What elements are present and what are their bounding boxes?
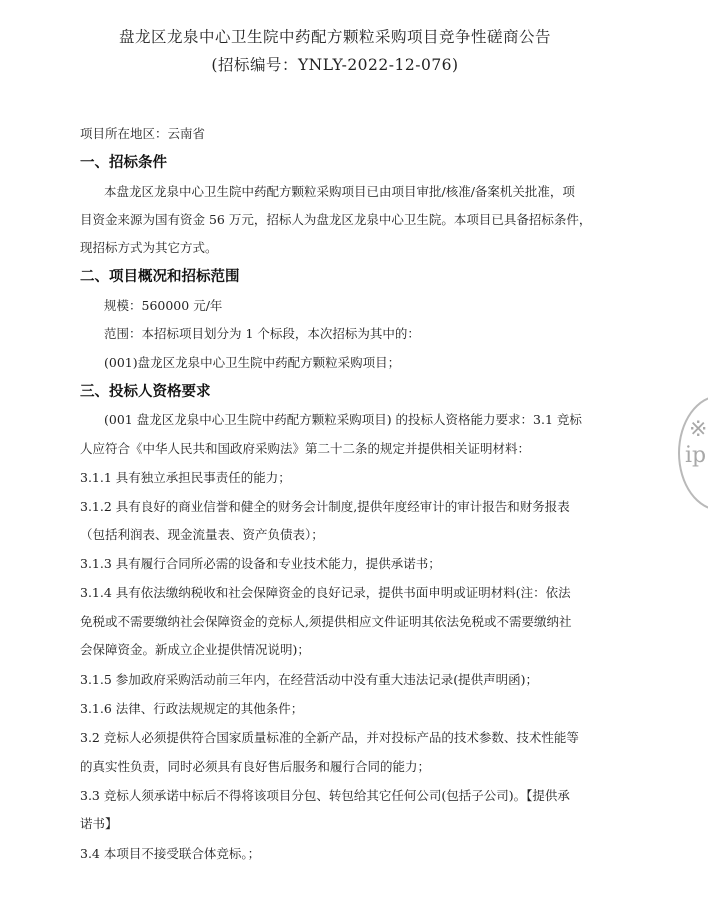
paragraph-line: 本盘龙区龙泉中心卫生院中药配方颗粒采购项目已由项目审批/核准/备案机关批准，项: [104, 184, 575, 199]
paragraph-line: 3.1.2 具有良好的商业信誉和健全的财务会计制度,提供年度经审计的审计报告和财务报表: [80, 499, 570, 514]
partial-stamp: [678, 395, 708, 511]
paragraph-line: 范围：本招标项目划分为 1 个标段，本次招标为其中的：: [104, 326, 420, 341]
section-heading-conditions: 一、招标条件: [80, 155, 167, 171]
paragraph-line: (001)盘龙区龙泉中心卫生院中药配方颗粒采购项目；: [104, 355, 401, 370]
paragraph-line: 3.1.5 参加政府采购活动前三年内，在经营活动中没有重大违法记录(提供声明函)；: [80, 672, 539, 687]
paragraph-line: 免税或不需要缴纳社会保障资金的竞标人,须提供相应文件证明其依法免税或不需要缴纳社: [80, 614, 572, 629]
paragraph-line: 3.1.3 具有履行合同所必需的设备和专业技术能力，提供承诺书；: [80, 556, 441, 571]
stamp-char: ※: [689, 417, 708, 442]
section-heading-qualifications: 三、投标人资格要求: [80, 384, 211, 400]
paragraph-line: （包括利润表、现金流量表、资产负债表）；: [80, 527, 324, 542]
document-title: 盘龙区龙泉中心卫生院中药配方颗粒采购项目竞争性磋商公告: [118, 28, 551, 46]
paragraph-line: 3.4 本项目不接受联合体竞标。；: [80, 846, 261, 861]
paragraph-line: 3.1.1 具有独立承担民事责任的能力；: [80, 470, 291, 485]
paragraph-line: 3.1.6 法律、行政法规规定的其他条件；: [80, 701, 304, 716]
paragraph-line: 3.3 竞标人须承诺中标后不得将该项目分包、转包给其它任何公司(包括子公司)。【提供承: [80, 788, 570, 803]
paragraph-line: 规模：560000 元/年: [104, 298, 223, 313]
paragraph-line: 目资金来源为国有资金 56 万元，招标人为盘龙区龙泉中心卫生院。本项目已具备招标条件，: [80, 212, 592, 227]
paragraph-line: 人应符合《中华人民共和国政府采购法》第二十二条的规定并提供相关证明材料：: [80, 441, 531, 456]
paragraph-line: 现招标方式为其它方式。: [80, 240, 218, 255]
tender-code: (招标编号：YNLY-2022-12-076): [211, 56, 459, 74]
paragraph-line: 3.1.4 具有依法缴纳税收和社会保障资金的良好记录，提供书面申明或证明材料(注：依法: [80, 585, 571, 600]
paragraph-line: (001 盘龙区龙泉中心卫生院中药配方颗粒采购项目) 的投标人资格能力要求：3.1 竞标: [104, 412, 582, 427]
paragraph-line: 3.2 竞标人必须提供符合国家质量标准的全新产品，并对投标产品的技术参数、技术性能等: [80, 730, 579, 745]
project-region: 项目所在地区：云南省: [80, 126, 206, 141]
paragraph-line: 诺书】: [80, 816, 118, 831]
paragraph-line: 的真实性负责，同时必须具有良好售后服务和履行合同的能力；: [80, 759, 431, 774]
section-heading-overview: 二、项目概况和招标范围: [80, 269, 240, 285]
paragraph-line: 会保障资金。新成立企业提供情况说明)；: [80, 642, 310, 657]
stamp-char: ip: [685, 443, 707, 468]
